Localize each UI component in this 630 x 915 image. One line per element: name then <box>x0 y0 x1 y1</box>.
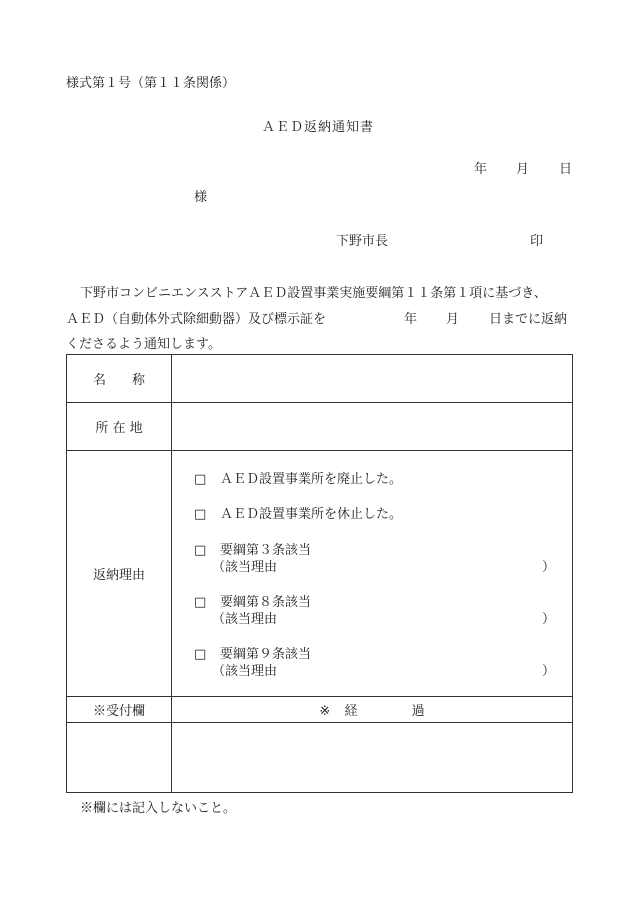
checkbox-icon[interactable]: □ <box>194 543 207 558</box>
table-row-office-use <box>67 723 573 793</box>
name-label-cell <box>67 355 172 403</box>
reason-option-4-text: 要綱第８条該当 <box>220 595 312 610</box>
addressee-suffix: 様 <box>194 190 208 205</box>
table-row-name <box>67 355 573 403</box>
reception-label: ※受付欄 <box>92 704 145 719</box>
document-title: ＡＥＤ返納通知書 <box>262 120 375 135</box>
progress-word-1: 経 <box>344 704 358 719</box>
checkbox-icon[interactable]: □ <box>194 647 207 662</box>
reason-option-2-text: ＡＥＤ設置事業所を休止した。 <box>220 507 403 522</box>
reception-label-cell <box>67 697 172 723</box>
reason-option-5-close: ） <box>542 664 556 679</box>
reason-options-cell <box>172 451 573 697</box>
name-value-cell[interactable] <box>172 355 573 403</box>
reason-option-3-close: ） <box>542 560 556 575</box>
progress-value-cell <box>172 723 573 793</box>
body-line-2-prefix: ＡＥＤ（自動体外式除細動器）及び標示証を <box>66 312 327 327</box>
reason-option-3-sub: （該当理由 <box>212 560 278 575</box>
date-month: 月 <box>516 162 530 177</box>
location-label-cell <box>67 403 172 451</box>
body-line-1: 下野市コンビニエンスストアＡＥＤ設置事業実施要綱第１１条第１項に基づき、 <box>80 286 547 301</box>
table-row-location <box>67 403 573 451</box>
table-row-header-office <box>67 697 573 723</box>
body-line-2-suffix: 日までに返納 <box>489 312 568 327</box>
form-number: 様式第１号（第１１条関係） <box>66 76 236 91</box>
notification-table <box>66 354 573 793</box>
reason-option-2[interactable] <box>194 503 402 522</box>
reception-value-cell <box>67 723 172 793</box>
body-line-2-year: 年 <box>404 312 418 327</box>
table-row-reason <box>67 451 573 697</box>
progress-label-cell <box>172 697 573 723</box>
reason-option-4-sub: （該当理由 <box>212 612 278 627</box>
location-label: 所 在 地 <box>95 421 143 436</box>
location-value-cell[interactable] <box>172 403 573 451</box>
footnote: ※欄には記入しないこと。 <box>80 801 237 816</box>
reason-option-5-text: 要綱第９条該当 <box>220 647 312 662</box>
date-year: 年 <box>474 162 488 177</box>
body-line-2-month: 月 <box>446 312 460 327</box>
reason-label: 返納理由 <box>92 568 145 583</box>
reason-label-cell <box>67 451 172 697</box>
sender-name: 下野市長 <box>336 234 389 249</box>
seal-mark: 印 <box>530 234 544 249</box>
progress-word-2: 過 <box>411 704 425 719</box>
checkbox-icon[interactable]: □ <box>194 507 207 522</box>
reason-option-3-text: 要綱第３条該当 <box>220 543 312 558</box>
progress-mark: ※ <box>319 704 331 719</box>
reason-option-1[interactable] <box>194 468 402 487</box>
checkbox-icon[interactable]: □ <box>194 472 207 487</box>
checkbox-icon[interactable]: □ <box>194 595 207 610</box>
body-line-3: くださるよう通知します。 <box>66 337 221 352</box>
reason-option-4-close: ） <box>542 612 556 627</box>
date-day: 日 <box>559 162 573 177</box>
reason-option-1-text: ＡＥＤ設置事業所を廃止した。 <box>220 472 403 487</box>
name-label: 名 称 <box>92 373 145 388</box>
reason-option-5-sub: （該当理由 <box>212 664 278 679</box>
